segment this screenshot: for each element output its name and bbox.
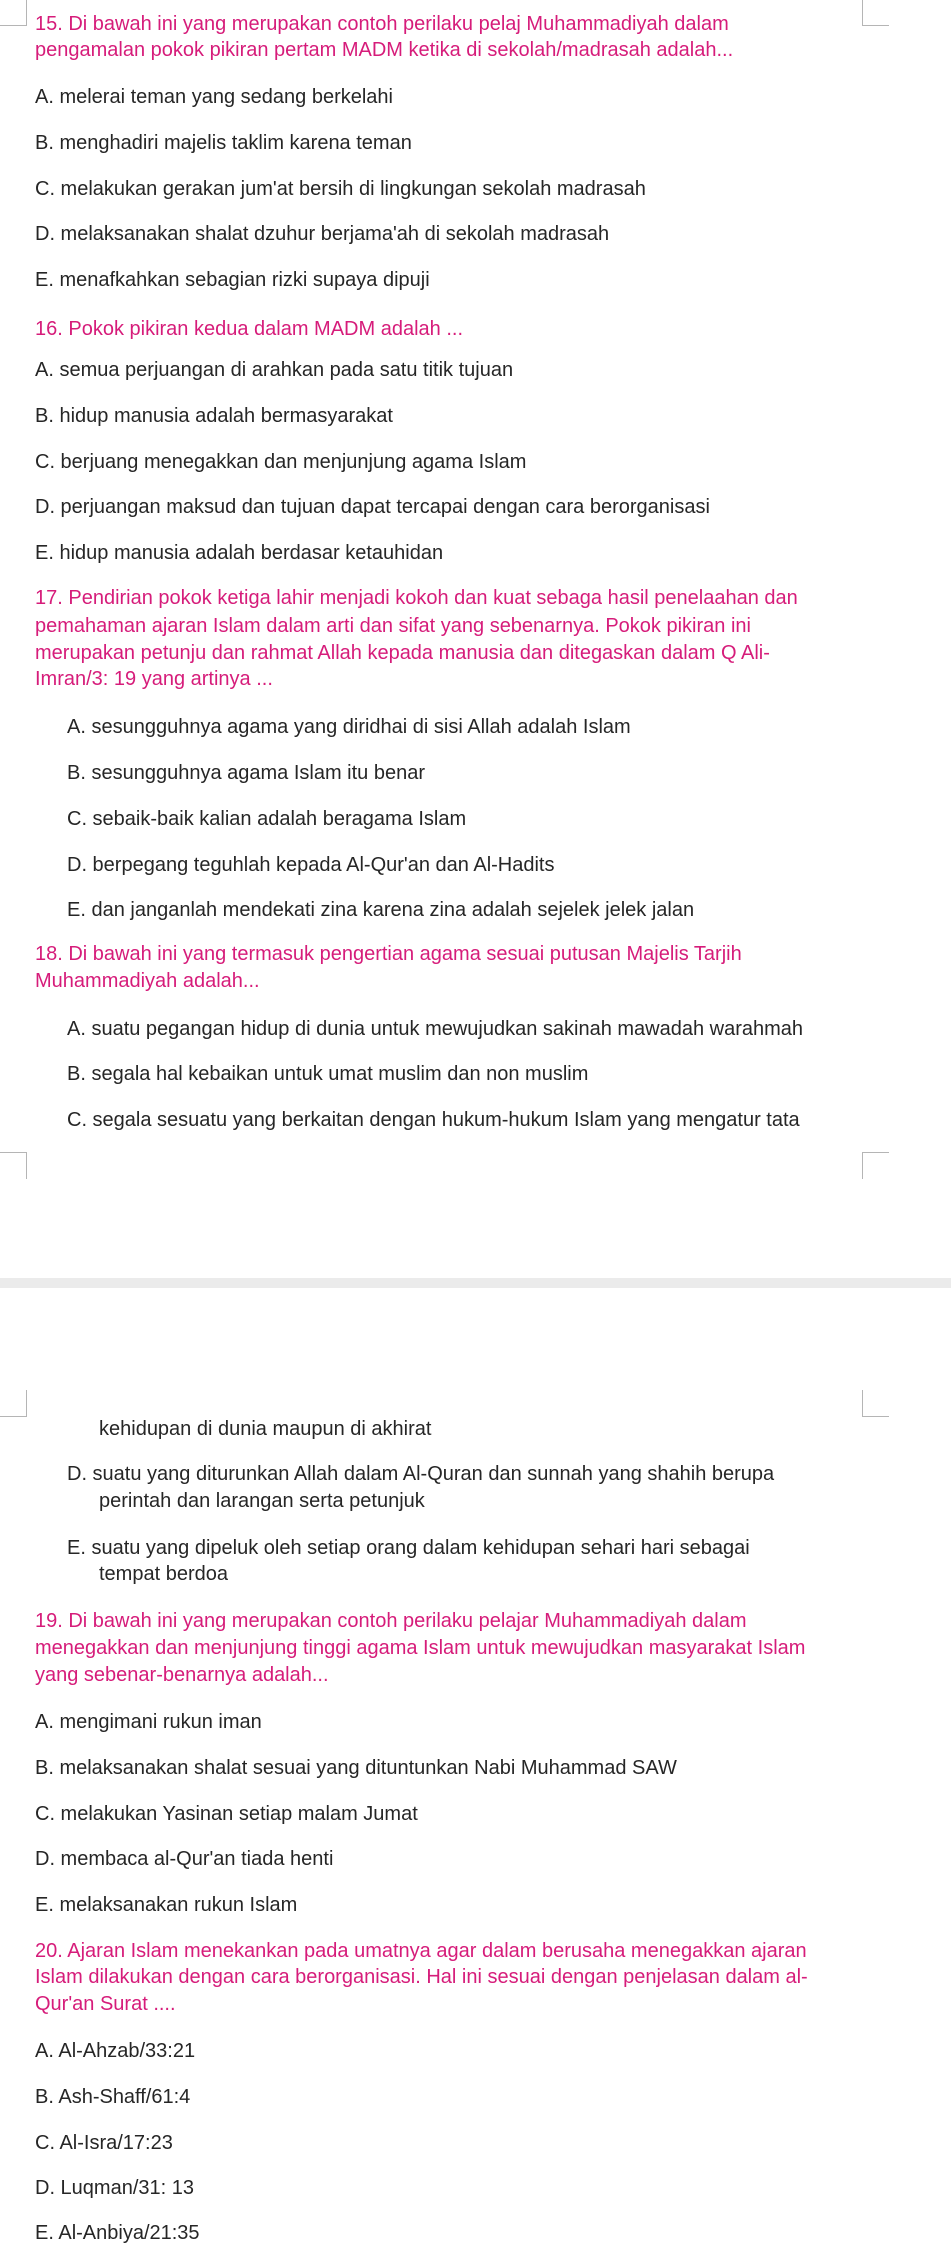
question-16-option-c: C. berjuang menegakkan dan menjunjung agama Islam: [35, 451, 527, 473]
question-18-option-e-line-1: E. suatu yang dipeluk oleh setiap orang dalam kehidupan sehari hari sebagai: [67, 1537, 750, 1559]
question-19-option-e: E. melaksanakan rukun Islam: [35, 1894, 298, 1916]
question-19-text-line-1: 19. Di bawah ini yang merupakan contoh perilaku pelajar Muhammadiyah dalam: [35, 1610, 747, 1632]
question-18-text-line-2: Muhammadiyah adalah...: [35, 970, 260, 992]
question-15-option-e: E. menafkahkan sebagian rizki supaya dipuji: [35, 269, 430, 291]
page-separator: [0, 1278, 951, 1288]
question-19-option-a: A. mengimani rukun iman: [35, 1711, 262, 1733]
question-19-option-c: C. melakukan Yasinan setiap malam Jumat: [35, 1803, 418, 1825]
question-15-option-a: A. melerai teman yang sedang berkelahi: [35, 86, 393, 108]
question-16-option-a: A. semua perjuangan di arahkan pada satu titik tujuan: [35, 359, 514, 381]
question-16-option-e: E. hidup manusia adalah berdasar ketauhidan: [35, 542, 444, 564]
crop-mark-top-right: [862, 1390, 889, 1417]
question-15-text-line-1: 15. Di bawah ini yang merupakan contoh perilaku pelaj Muhammadiyah dalam: [35, 13, 729, 35]
question-18-option-b: B. segala hal kebaikan untuk umat muslim dan non muslim: [67, 1063, 589, 1085]
question-17-option-d: D. berpegang teguhlah kepada Al-Qur'an dan Al-Hadits: [67, 854, 555, 876]
question-18-option-c-continued: kehidupan di dunia maupun di akhirat: [99, 1418, 432, 1440]
question-19-option-d: D. membaca al-Qur'an tiada henti: [35, 1848, 334, 1870]
question-18-option-d-line-2: perintah dan larangan serta petunjuk: [99, 1490, 425, 1512]
question-18-option-c: C. segala sesuatu yang berkaitan dengan hukum-hukum Islam yang mengatur tata: [67, 1109, 800, 1131]
question-17-text-line-2: pemahaman ajaran Islam dalam arti dan sifat yang sebenarnya. Pokok pikiran ini: [35, 615, 751, 637]
question-20-text-line-3: Qur'an Surat ....: [35, 1993, 176, 2015]
question-17-option-a: A. sesungguhnya agama yang diridhai di sisi Allah adalah Islam: [67, 716, 631, 738]
question-20-option-a: A. Al-Ahzab/33:21: [35, 2040, 196, 2062]
crop-mark-bottom-right: [862, 1152, 889, 1179]
question-20-text-line-2: Islam dilakukan dengan cara berorganisasi. Hal ini sesuai dengan penjelasan dalam al-: [35, 1966, 808, 1988]
question-15-text-line-2: pengamalan pokok pikiran pertam MADM ketika di sekolah/madrasah adalah...: [35, 39, 734, 61]
question-17-option-c: C. sebaik-baik kalian adalah beragama Islam: [67, 808, 467, 830]
crop-mark-top-left: [0, 1390, 27, 1417]
question-20-option-b: B. Ash-Shaff/61:4: [35, 2086, 191, 2108]
document-page-2: [0, 1288, 951, 2254]
question-16-text: 16. Pokok pikiran kedua dalam MADM adalah ...: [35, 318, 463, 340]
question-17-text-line-1: 17. Pendirian pokok ketiga lahir menjadi kokoh dan kuat sebaga hasil penelaahan dan: [35, 587, 798, 609]
question-18-option-e-line-2: tempat berdoa: [99, 1563, 228, 1585]
question-20-text-line-1: 20. Ajaran Islam menekankan pada umatnya agar dalam berusaha menegakkan ajaran: [35, 1940, 807, 1962]
question-17-option-e: E. dan janganlah mendekati zina karena zina adalah sejelek jelek jalan: [67, 899, 695, 921]
question-18-text-line-1: 18. Di bawah ini yang termasuk pengertian agama sesuai putusan Majelis Tarjih: [35, 943, 742, 965]
question-15-option-d: D. melaksanakan shalat dzuhur berjama'ah di sekolah madrasah: [35, 223, 610, 245]
question-15-option-c: C. melakukan gerakan jum'at bersih di lingkungan sekolah madrasah: [35, 178, 646, 200]
crop-mark-bottom-left: [0, 1152, 27, 1179]
question-19-option-b: B. melaksanakan shalat sesuai yang dituntunkan Nabi Muhammad SAW: [35, 1757, 677, 1779]
question-17-option-b: B. sesungguhnya agama Islam itu benar: [67, 762, 425, 784]
crop-mark-top-left: [0, 0, 27, 26]
question-19-text-line-3: yang sebenar-benarnya adalah...: [35, 1664, 329, 1686]
question-18-option-a: A. suatu pegangan hidup di dunia untuk mewujudkan sakinah mawadah warahmah: [67, 1018, 804, 1040]
question-16-option-d: D. perjuangan maksud dan tujuan dapat tercapai dengan cara berorganisasi: [35, 496, 710, 518]
question-17-text-line-3: merupakan petunju dan rahmat Allah kepada manusia dan ditegaskan dalam Q Ali-: [35, 642, 770, 664]
question-17-text-line-4: Imran/3: 19 yang artinya ...: [35, 668, 273, 690]
question-15-option-b: B. menghadiri majelis taklim karena teman: [35, 132, 412, 154]
crop-mark-top-right: [862, 0, 889, 26]
question-18-option-d-line-1: D. suatu yang diturunkan Allah dalam Al-Quran dan sunnah yang shahih berupa: [67, 1463, 775, 1485]
question-20-option-d: D. Luqman/31: 13: [35, 2177, 194, 2199]
question-20-option-c: C. Al-Isra/17:23: [35, 2132, 173, 2154]
question-19-text-line-2: menegakkan dan menjunjung tinggi agama Islam untuk mewujudkan masyarakat Islam: [35, 1637, 806, 1659]
question-20-option-e: E. Al-Anbiya/21:35: [35, 2222, 200, 2244]
question-16-option-b: B. hidup manusia adalah bermasyarakat: [35, 405, 393, 427]
